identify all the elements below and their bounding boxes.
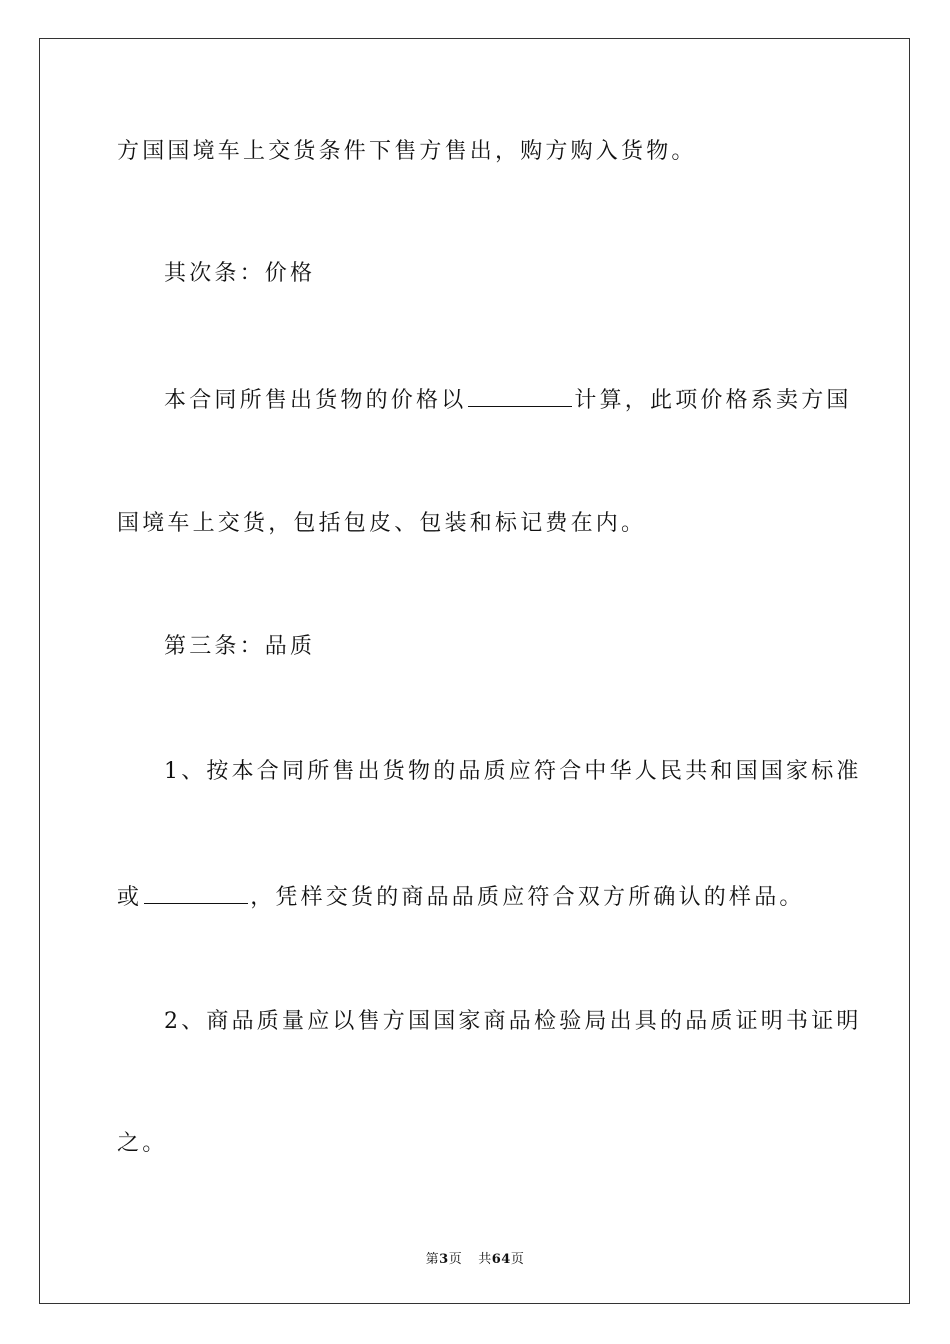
quality-text-after: ，凭样交货的商品品质应符合双方所确认的样品。 — [250, 885, 805, 910]
body-line-quality-2: 2、商品质量应以售方国国家商品检验局出具的品质证明书证明 — [164, 1009, 862, 1034]
price-blank-field — [468, 388, 572, 407]
footer-total-suffix: 页 — [510, 1252, 525, 1267]
body-line-price — [164, 388, 852, 412]
footer-page-suffix: 页 — [448, 1252, 463, 1267]
body-line-quality-2-cont: 之。 — [117, 1131, 168, 1156]
body-line-quality-1: 1、按本合同所售出货物的品质应符合中华人民共和国国家标准 — [164, 759, 862, 784]
footer-current-page: 3 — [439, 1252, 449, 1267]
page-frame — [39, 38, 910, 1304]
section-heading-price: 其次条：价格 — [164, 261, 316, 286]
footer-total-pages: 64 — [491, 1252, 511, 1267]
section-heading-quality: 第三条：品质 — [164, 634, 316, 659]
footer-page-prefix: 第 — [425, 1252, 440, 1267]
page-footer — [0, 1248, 950, 1267]
price-text-after: 计算，此项价格系卖方国 — [574, 388, 852, 413]
quality-blank-field — [144, 885, 248, 904]
quality-text-before: 或 — [117, 885, 143, 910]
body-line-quality-1-cont — [117, 885, 805, 909]
price-text-before: 本合同所售出货物的价格以 — [164, 388, 467, 413]
footer-total-prefix: 共 — [478, 1252, 492, 1267]
body-line-1: 方国国境车上交货条件下售方售出，购方购入货物。 — [117, 139, 697, 164]
body-line-price-cont: 国境车上交货，包括包皮、包装和标记费在内。 — [117, 511, 647, 536]
